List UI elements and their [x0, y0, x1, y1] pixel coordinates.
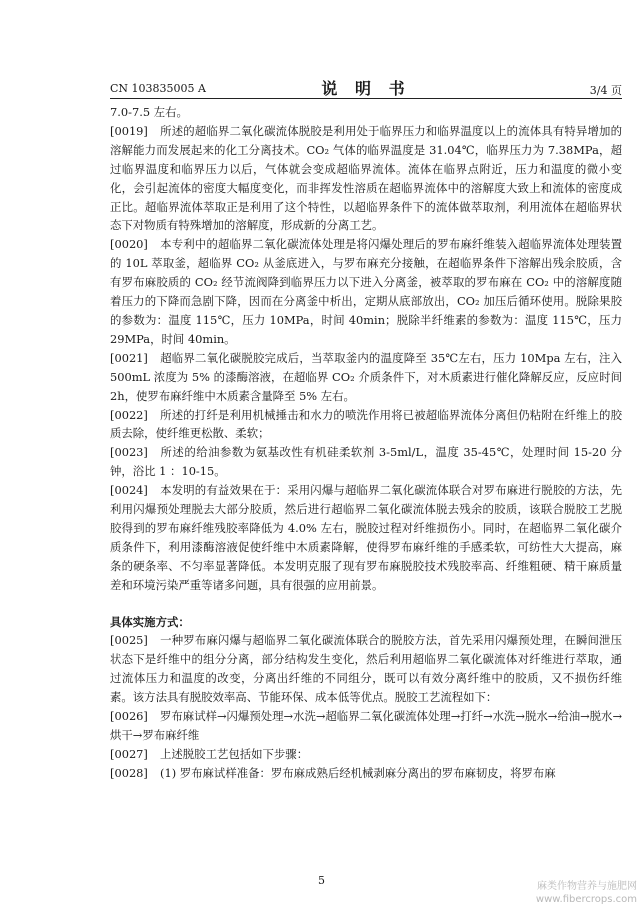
paragraph-number: [0027] [110, 746, 148, 761]
paragraph-number: [0021] [110, 350, 148, 365]
paragraph-0026 [110, 707, 622, 745]
document-body [110, 103, 622, 783]
site-watermark [536, 880, 637, 906]
paragraph-0019 [110, 122, 622, 235]
patent-number: CN 103835005 A [110, 82, 206, 95]
paragraph-number: [0026] [110, 709, 148, 724]
paragraph-0024 [110, 481, 622, 594]
paragraph-text: 本发明的有益效果在于：采用闪爆与超临界二氧化碳流体联合对罗布麻进行脱胶的方法，先利用闪爆预处理脱去大部分胶质，然后进行超临界二氧化碳流体脱去残余的胶质，该联合脱胶工艺脱胶得到的罗布麻纤维残胶率降低为 4.0% 左右，脱胶过程对纤维损伤小。同时，在超临界二氧化碳介质条件下，利用漆酶溶液促使纤维中木质素降解，使得罗布麻纤维的手感柔软，可纺性大大提高，麻条的硬条率、不匀率显著降低。本发明克服了现有罗布麻脱胶技术残胶率高、纤维粗硬、精干麻质量差和环境污染严重等诸多问题，具有很强的应用前景。 [110, 483, 622, 592]
page-header [110, 76, 622, 99]
paragraph-text: 本专利中的超临界二氧化碳流体处理是将闪爆处理后的罗布麻纤维装入超临界流体处理装置的 10L 萃取釜，超临界 CO₂ 从釜底进入，与罗布麻充分接触，在超临界条件下溶解出残余胶质，含有罗布麻胶质的 CO₂ 经节流阀降到临界压力以下进入分离釜，被萃取的罗布麻在 CO₂ 中的溶解度随着压力的下降而急剧下降，因而在分离釜中析出，定期从底部放出，CO₂ 加压后循环使用。脱除果胶的参数为：温度 115℃，压力 10MPa，时间 40min；脱除半纤维素的参数为：温度 115℃，压力 29MPa，时间 40min。 [110, 237, 622, 346]
paragraph-number: [0028] [110, 765, 148, 780]
paragraph-number: [0022] [110, 407, 148, 422]
paragraph-number: [0024] [110, 483, 148, 498]
paragraph-text: (1) 罗布麻试样准备：罗布麻成熟后经机械剥麻分离出的罗布麻韧皮，将罗布麻 [160, 765, 556, 780]
paragraph-0023 [110, 443, 622, 481]
paragraph-0025 [110, 631, 622, 707]
paragraph-0027 [110, 745, 622, 764]
paragraph-text: 所述的打纤是利用机械捶击和水力的喷洗作用将已被超临界流体分离但仍粘附在纤维上的胶质去除，使纤维更松散、柔软； [110, 407, 622, 441]
paragraph-number: [0025] [110, 633, 148, 648]
paragraph-0028 [110, 764, 622, 783]
watermark-line-2: www.fibercrops.com [535, 894, 637, 905]
page-number: 5 [318, 874, 325, 887]
paragraph-0020 [110, 235, 622, 348]
paragraph-number: [0019] [110, 123, 148, 138]
section-heading: 具体实施方式： [110, 614, 190, 629]
paragraph-number: [0020] [110, 237, 148, 252]
paragraph-text: 罗布麻试样→闪爆预处理→水洗→超临界二氧化碳流体处理→打纤→水洗→脱水→给油→脱水→烘干→罗布麻纤维 [110, 709, 622, 742]
paragraph-text: 所述的超临界二氧化碳流体脱胶是利用处于临界压力和临界温度以上的流体具有特异增加的溶解能力而发展起来的化工分离技术。CO₂ 气体的临界温度是 31.04℃，临界压力为 7.38MPa，超过临界温度和临界压力以后，气体就会变成超临界流体。流体在临界点附近，压力和温度的微小变化，会引起流体的密度大幅度变化，而非挥发性溶质在超临界流体中的溶解度大致上和流体的密度成正比。超临界流体萃取正是利用了这个特性，以超临界条件下的流体做萃取剂，利用流体在超临界状态下对物质有特殊增加的溶解度，形成新的分离工艺。 [110, 123, 622, 233]
paragraph-0022 [110, 406, 622, 444]
paragraph-text: 超临界二氧化碳脱胶完成后，当萃取釜内的温度降至 35℃左右，压力 10Mpa 左右，注入 500mL 浓度为 5% 的漆酶溶液，在超临界 CO₂ 介质条件下，对木质素进行催化降解反应，反应时间 2h，使罗布麻纤维中木质素含量降至 5% 左右。 [110, 350, 622, 403]
paragraph-0021 [110, 349, 622, 406]
page-indicator: 3/4 页 [589, 84, 622, 97]
watermark-line-1: 麻类作物营养与施肥网 [537, 881, 637, 892]
paragraph-number: [0023] [110, 445, 148, 460]
paragraph-text: 上述脱胶工艺包括如下步骤： [160, 746, 309, 761]
paragraph-text: 一种罗布麻闪爆与超临界二氧化碳流体联合的脱胶方法，首先采用闪爆预处理，在瞬间泄压状态下是纤维中的组分分离，部分结构发生变化，然后利用超临界二氧化碳流体对纤维进行萃取，通过流体压力和温度的改变，分离出纤维的不同组分，既可以有效分离纤维中的胶质，又不损伤纤维素。该方法具有脱胶效率高、节能环保、成本低等优点。脱胶工艺流程如下： [110, 633, 622, 705]
paragraph-text: 所述的给油参数为氨基改性有机硅柔软剂 3-5ml/L，温度 35-45℃，处理时间 15-20 分钟，浴比 1 ：10-15。 [110, 445, 622, 479]
document-title: 说 明 书 [321, 79, 411, 98]
lead-line: 7.0-7.5 左右。 [110, 105, 188, 119]
